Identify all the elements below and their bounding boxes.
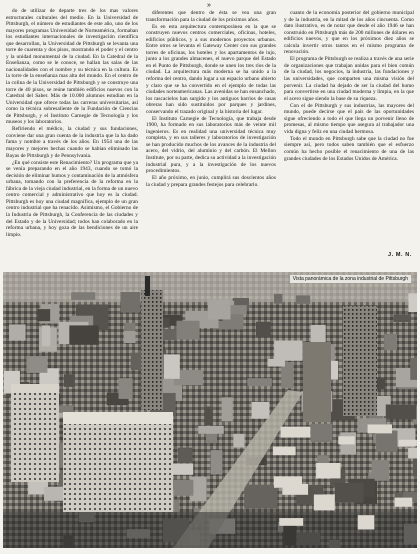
building-block: [42, 325, 50, 346]
tower-building: [141, 290, 163, 410]
building-block: [372, 460, 389, 481]
paragraph: Es en esta arquitectura contemporánea en la que se construyen nuevos centros comerciales, oficinas, hoteles, edificios públicos, y a sus modernos proyectos urbanos. Entre otros se levanta el Gateway Center con sus grandes torres de oficinas, los hoteles y los apartamentos de lujo, junto a los grandes almacenes, el nuevo parque del Estado en el Punto de Pittsburgh, donde se unen los tres ríos de la ciudad. La arquitectura más moderna se ha unido a la reforma del centro, dando lugar a un espacio urbano abierto y claro que se ha convertido en el ejemplo de todas las ciudades norteamericanas. Las avenidas se han ensanchado, los rascacielos han surgido y los antiguos barrios de casas obreras han sido sustituidos por parques y jardines, conservando el trazado original y la historia del lugar.: [146, 23, 276, 115]
roof: [368, 424, 392, 433]
roof: [279, 518, 303, 526]
warehouse-roof: [63, 412, 173, 424]
building-block: [274, 341, 303, 361]
building-block: [9, 324, 25, 340]
tall-building: [343, 306, 377, 416]
building-block: [335, 483, 364, 503]
page-folio: »: [207, 2, 211, 9]
building-block: [124, 331, 136, 343]
paragraph: El Instituto Carnegie de Tecnología, que trabaja desde 1900, ha formado en sus laboratorios más de veinte mil ingenieros. Es en realidad una universidad técnica muy completa, y en sus talleres y laboratorios de investigación se han producido muchos de los avances de la industria del acero, del vidrio, del aluminio y del carbón. El Mellon Institute, por su parte, dedica su actividad a la investigación industrial pura, y a la investigación de los nuevos procedimientos.: [146, 115, 276, 175]
paragraph: El año próximo, en junio, cumplirá sus doscientos años la ciudad y prepara grandes festejos para celebrarlo.: [146, 175, 276, 188]
building-block: [27, 356, 48, 373]
building-block: [376, 431, 397, 452]
photo-caption: Vista panorámica de la zona industrial de Pittsburgh: [290, 275, 411, 283]
paragraph: ¿En qué consiste este Renacimiento? Un programa que ya se venía preparando en el año 1943, cuando se tomó la decisión de eliminar humos y contaminación de la atmósfera urbana, tomando con la preferencia de la reforma en la fábrica de la vieja ciudad industrial, en la forma de un nuevo centro comercial y administrativo que hoy es la ciudad. Pittsburgh es hoy una ciudad magnífica, ejemplo de un gran centro industrial que ha renacido. Asimismo, el Gobierno de la Industria de Pittsburgh, la Conferencia de las ciudades y del Estado y de la Universidad; todos han colaborado en la reforma urbana, y hoy goza de las bendiciones de un aire limpio.: [6, 159, 138, 238]
building-block: [205, 407, 213, 425]
paragraph: do de utilizar de departe tres de los mas valores estructurales culturales del medio. En la Universidad de Pittsburgh, el número de estudiantes de este año, uno de los mayores programas Universidad de Norteamérica, formaban los estudiantes internacionales de investigación científica que desarrollan, la Universidad de Pittsburgh se levanta una torre de cuarenta y dos pisos, mostrando el poder y el centro y la unidad monumental de la ciudad. En la Catedral de la Enseñanza, como se le conoce, se hallan las salas de las nacionalidades con el nombre y su técnica en la cultura. Es la torre de la enseñanza mas alta del mundo. En el centro de la colina de la Universidad de Pittsburgh y se construye una torre de 40 pisos, se reúne también edificios nuevos con la Catedral del Saber. Más de 10.000 alumnos estudian en la Universidad que ofrece todas las carreras universitarias, así como la técnica sobresaliente de la Fundación de Ciencias de Pittsburgh, y el Instituto Carnegie de Tecnología y los museos y los laboratorios.: [6, 8, 138, 126]
building-block: [311, 424, 333, 442]
paragraph: Todo el mundo en Pittsburgh sabe que la ciudad no fue siempre así, pero todos saben también que el esfuerzo común ha hecho posible el renacimiento de una de las grandes ciudades de los Estados Unidos de América.: [284, 135, 414, 162]
building-block: [393, 314, 410, 322]
roof: [314, 495, 335, 511]
building-block: [274, 294, 282, 304]
building-block: [408, 293, 417, 312]
building-block: [164, 354, 180, 378]
paragraph: cuanto de la economía posterior del gobierno municipal y de la industria, en la mitad de los años cincuenta. Como dato ilustrativo, es de notar que desde el año 1946 se han construido en Pittsburgh más de 200 millones de dólares en edificios nuevos, y que en los próximos diez años se calcula invertir otros tantos en el mismo programa de renovación.: [284, 10, 414, 56]
roof: [316, 463, 340, 478]
roof: [399, 440, 417, 446]
building-block: [37, 309, 50, 321]
building-block: [247, 378, 271, 386]
article-column-1: [6, 8, 138, 238]
building-block: [69, 325, 98, 344]
roof: [273, 447, 296, 456]
building: [11, 392, 59, 482]
building-block: [121, 292, 141, 312]
paragraph: Refiriendo el médico, la ciudad y sus fundaciones, conviene dar una gran cuenta de la industria que la ha dado fama y nombre a través de los años. En 1954 una de las mayores y mejores hechas cuando se habían eliminado las Bayas de Pittsburgh y de Pennsylvania.: [6, 126, 138, 159]
chimney: [145, 276, 150, 296]
building-block: [64, 374, 75, 387]
building-block: [384, 334, 397, 350]
roof: [358, 515, 375, 529]
roof: [281, 427, 311, 438]
building-block: [119, 378, 133, 399]
paragraph: diferentes que dentro de ésta se vea una gran transformación para la ciudad de los próximos años.: [146, 10, 276, 23]
building-block: [413, 457, 417, 477]
city-photo: [3, 272, 417, 548]
building-roof: [11, 384, 59, 393]
paragraph: El programa de Pittsburgh se realiza a través de una serie de organizaciones que trabajan unidas para el bien común de la ciudad, los negocios, la industria, las fundaciones y las universidades, que comparten una misma visión del porvenir. La ciudad ha dejado de ser la ciudad del humo para convertirse en una ciudad moderna y limpia, en la que el acero sigue siendo la base de su riqueza.: [284, 56, 414, 102]
author-signature: J. M. N.: [387, 252, 412, 258]
warehouse-building: [63, 422, 173, 512]
foreground-shadow: [3, 512, 417, 548]
article-column-3: [284, 10, 414, 162]
building-block: [211, 450, 223, 474]
building-block: [296, 295, 310, 303]
building: [303, 342, 331, 422]
paragraph: Con el de Pittsburgh y sus industrias, las mayores del mundo, puede decirse que el país de las oportunidades sigue ofreciendo a todo el que llega un porvenir lleno de promesas, al mismo tiempo que asegura al trabajador una vida digna y feliz en una ciudad hermosa.: [284, 102, 414, 135]
building-block: [177, 321, 200, 340]
building-block: [178, 448, 193, 463]
article-column-2: [146, 10, 276, 188]
building-block: [386, 404, 416, 419]
building-block: [252, 402, 270, 419]
roof: [338, 436, 354, 444]
building-block: [206, 432, 217, 443]
building-block: [198, 426, 224, 434]
building-block: [233, 434, 244, 448]
building-block: [408, 448, 417, 459]
building-block: [71, 292, 95, 300]
roof: [395, 498, 413, 507]
cityscape-illustration: [3, 272, 417, 548]
building-block: [208, 299, 231, 319]
building-block: [410, 358, 417, 380]
building-block: [222, 397, 233, 421]
building-block: [256, 322, 271, 337]
roof: [274, 476, 302, 487]
building-block: [244, 485, 277, 509]
